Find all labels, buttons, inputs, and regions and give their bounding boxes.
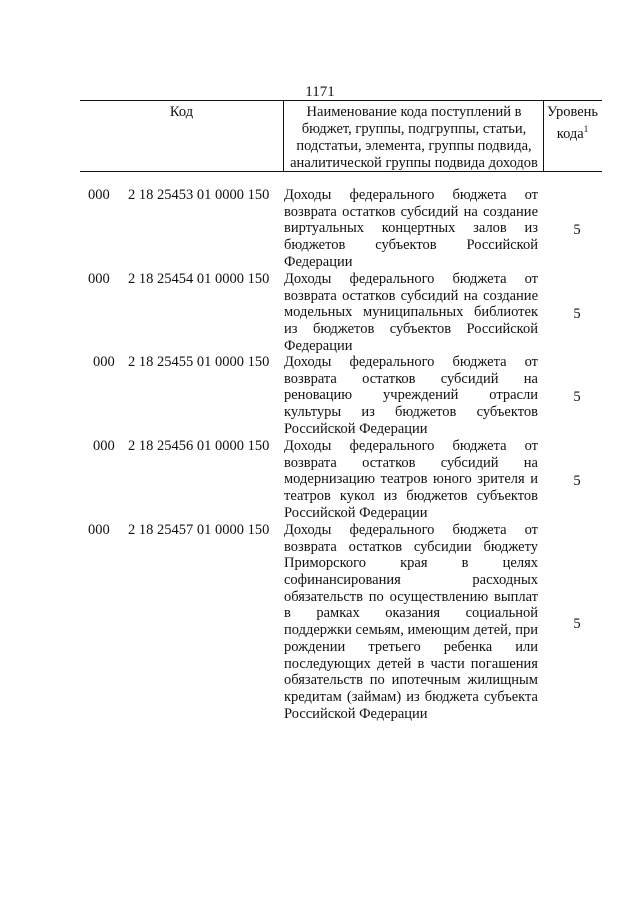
income-name-line: Приморского края в целях: [284, 555, 538, 572]
income-name-line: рождении третьего ребенка или: [284, 638, 538, 655]
income-code: 2 18 25456 01 0000 150: [128, 438, 270, 454]
income-name-line: бюджетов субъектов Российской: [284, 237, 538, 254]
income-name-line: обязательств по осуществлению выплат: [284, 588, 538, 605]
footnote-mark: 1: [583, 124, 589, 134]
admin-code: 000: [93, 354, 115, 370]
header-divider: [283, 101, 284, 171]
income-name-line: возврата остатков субсидий на: [284, 454, 538, 471]
income-name-line: Российской Федерации: [284, 504, 428, 521]
header-name-line: бюджет, группы, подгруппы, статьи,: [301, 121, 527, 137]
income-name: [284, 438, 538, 521]
header-name-line: подстатьи, элемента, группы подвида,: [296, 138, 532, 154]
income-name-line: обязательств по ипотечным жилищным: [284, 672, 538, 689]
income-name-line: Доходы федерального бюджета от: [284, 438, 538, 454]
code-level: 5: [573, 615, 581, 632]
header-level-line: Уровень: [546, 104, 599, 120]
income-name-line: Доходы федерального бюджета от: [284, 354, 538, 370]
income-name-line: возврата остатков субсидии бюджету: [284, 538, 538, 555]
income-name-line: модернизацию театров юного зрителя и: [284, 471, 538, 488]
income-name-line: возврата остатков субсидий на: [284, 370, 538, 387]
income-name-line: театров кукол из бюджетов субъектов: [284, 488, 538, 505]
income-name-line: Доходы федерального бюджета от: [284, 271, 538, 287]
admin-code: 000: [88, 271, 110, 287]
income-name-line: Российской Федерации: [284, 420, 428, 437]
income-name-line: виртуальных концертных залов из: [284, 220, 538, 237]
code-level: 5: [573, 306, 581, 323]
admin-code: 000: [88, 522, 110, 538]
income-code: 2 18 25454 01 0000 150: [128, 271, 270, 287]
income-name-line: поддержки семьям, имеющим детей, при: [284, 622, 538, 639]
income-name-line: из бюджетов субъектов Российской: [284, 321, 538, 338]
admin-code: 000: [93, 438, 115, 454]
code-level: 5: [573, 473, 581, 490]
income-name: [284, 187, 538, 270]
income-name-line: Доходы федерального бюджета от: [284, 187, 538, 203]
income-name-line: последующих детей в части погашения: [284, 655, 538, 672]
income-code: 2 18 25455 01 0000 150: [128, 354, 270, 370]
income-name-line: Российской Федерации: [284, 705, 428, 722]
income-name: [284, 271, 538, 354]
table-header: [80, 100, 602, 172]
header-code: Код: [169, 104, 194, 120]
income-code: 2 18 25453 01 0000 150: [128, 187, 270, 203]
income-name: [284, 354, 538, 437]
header-name-line: Наименование кода поступлений в: [306, 104, 522, 120]
income-code: 2 18 25457 01 0000 150: [128, 522, 270, 538]
header-level-line: [543, 121, 602, 143]
income-name-line: возврата остатков субсидий на создание: [284, 203, 538, 220]
income-name-line: Федерации: [284, 253, 353, 270]
admin-code: 000: [88, 187, 110, 203]
income-name-line: Доходы федерального бюджета от: [284, 522, 538, 538]
code-level: 5: [573, 222, 581, 239]
code-level: 5: [573, 389, 581, 406]
income-name-line: реновацию учреждений отрасли: [284, 387, 538, 404]
header-name-line: аналитической группы подвида доходов: [290, 155, 538, 171]
income-name: [284, 522, 538, 722]
income-name-line: в рамках оказания социальной: [284, 605, 538, 622]
income-name-line: софинансирования расходных: [284, 572, 538, 589]
header-name: [285, 104, 543, 172]
income-name-line: культуры из бюджетов субъектов: [284, 404, 538, 421]
header-level: [543, 104, 602, 143]
income-name-line: кредитам (займам) из бюджета субъекта: [284, 688, 538, 705]
header-level-word: кода: [556, 125, 584, 142]
page-number: 1171: [305, 84, 335, 100]
income-name-line: модельных муниципальных библиотек: [284, 304, 538, 321]
income-name-line: Федерации: [284, 337, 353, 354]
income-name-line: возврата остатков субсидий на создание: [284, 287, 538, 304]
